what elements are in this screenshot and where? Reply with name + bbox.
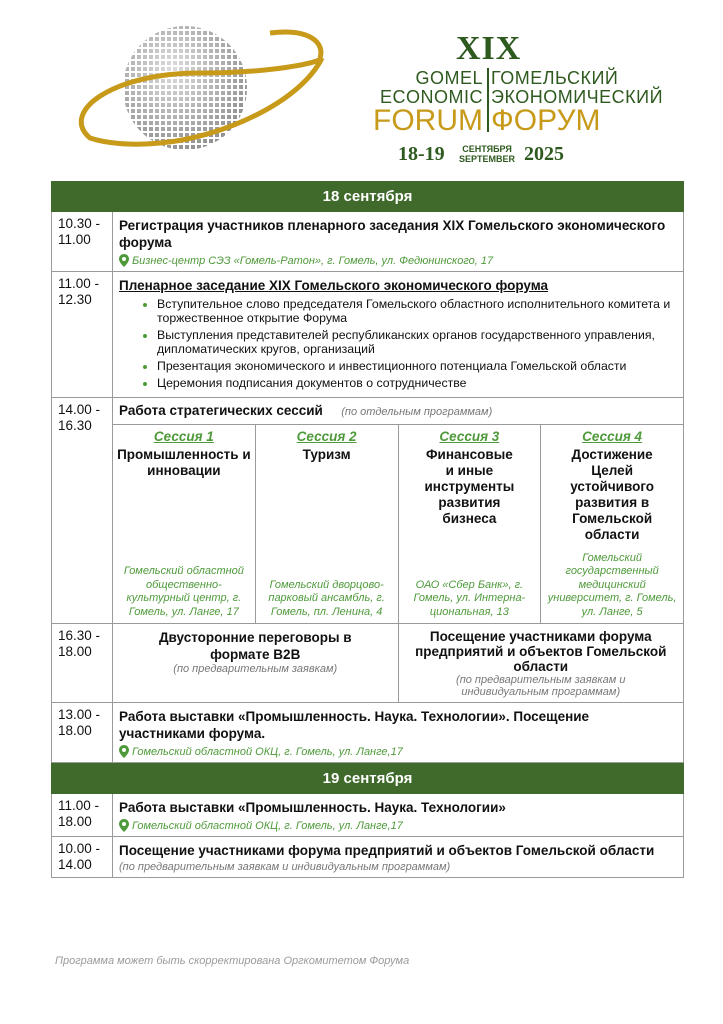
row-time: 11.00 - 12.30 [52, 272, 113, 397]
forum-year: 2025 [524, 143, 564, 165]
event-location [119, 254, 677, 267]
event-title: Работа выставки «Промышленность. Наука. Технологии». Посещение участниками форума. [119, 709, 590, 741]
session-location: Гомельский государственный медицинский университет, г. Гомель, ул. Ланге, 5 [547, 551, 677, 618]
schedule-row [51, 398, 684, 624]
forum-month [459, 144, 515, 164]
forum-number: XIX [456, 30, 522, 67]
brand-en-line1: GOMEL [415, 68, 483, 88]
brand-en-line3: FORUM [373, 104, 483, 137]
schedule-row [51, 624, 684, 703]
session-topic: Достижение Целей устойчивого развития в Гомельской области [570, 447, 655, 542]
row-content [113, 272, 683, 397]
event-note: (по отдельным программам) [341, 406, 493, 418]
event-title: Пленарное заседание XIX Гомельского экономического форума [119, 278, 549, 293]
brand-divider [487, 68, 489, 132]
session-location: Гомельский дворцово-парковый ансамбль, г. Гомель, пл. Ленина, 4 [268, 578, 385, 618]
agenda-item: • Церемония подписания документов о сотрудничестве [157, 376, 677, 390]
location-pin-icon [119, 745, 129, 758]
row-content [113, 794, 683, 836]
location-text: Гомельский областной ОКЦ, г. Гомель, ул. Ланге,17 [132, 745, 403, 758]
row-time: 10.30 - 11.00 [52, 212, 113, 271]
row-time: 13.00 - 18.00 [52, 703, 113, 762]
schedule-row [51, 794, 684, 837]
session-card [256, 425, 399, 623]
brand-ru-line2: ЭКОНОМИЧЕСКИЙ [491, 87, 664, 107]
brand-ru-line1: ГОМЕЛЬСКИЙ [491, 68, 619, 88]
b2b-block [113, 624, 399, 702]
event-location [119, 745, 677, 758]
day-header: 18 сентября [51, 181, 684, 212]
event-title: Посещение участниками форума предприятий и объектов Гомельской области [415, 629, 667, 674]
location-pin-icon [119, 254, 129, 267]
event-title: Посещение участниками форума предприятий и объектов Гомельской области [119, 843, 655, 858]
session-name: Сессия 1 [153, 429, 214, 444]
agenda-item: • Выступления представителей республиканских органов государственного управления, дипломатических кругов, организаций [157, 328, 677, 356]
session-topic: Финансовые и иные инструменты развития бизнеса [424, 447, 515, 526]
month-ru: СЕНТЯБРЯ [462, 144, 512, 154]
location-text: Гомельский областной ОКЦ, г. Гомель, ул. Ланге,17 [132, 819, 403, 832]
event-note: (по предварительным заявкам и индивидуальным программам) [456, 674, 626, 698]
sessions-grid [113, 425, 683, 623]
row-content [113, 212, 683, 271]
row-content [113, 624, 683, 702]
agenda-item: • Вступительное слово председателя Гомельского областного исполнительного комитета и торжественное открытие Форума [157, 297, 677, 325]
session-card [541, 425, 683, 623]
sessions-header [113, 398, 683, 425]
schedule-row [51, 837, 684, 878]
event-title: Работа стратегических сессий [119, 403, 323, 418]
globe-logo-icon [70, 18, 335, 163]
event-title: Двусторонние переговоры в формате B2B [158, 630, 352, 662]
day-header: 19 сентября [51, 763, 684, 794]
brand-ru-line3: ФОРУМ [491, 104, 601, 137]
row-time: 14.00 - 16.30 [52, 398, 113, 623]
session-name: Сессия 2 [296, 429, 357, 444]
event-title: Работа выставки «Промышленность. Наука. Технологии» [119, 800, 506, 815]
row-time: 16.30 - 18.00 [52, 624, 113, 702]
event-title: Регистрация участников пленарного заседания XIX Гомельского экономического форума [119, 218, 666, 250]
session-location: ОАО «Сбер Банк», г. Гомель, ул. Интерна-циональная, 13 [413, 578, 526, 618]
brand-en-line2: ECONOMIC [380, 87, 483, 107]
agenda-item: • Презентация экономического и инвестиционного потенциала Гомельской области [157, 359, 677, 373]
session-topic: Туризм [302, 447, 351, 462]
session-card [399, 425, 542, 623]
schedule-row [51, 272, 684, 398]
visits-block [399, 624, 684, 702]
session-name: Сессия 4 [582, 429, 643, 444]
location-text: Бизнес-центр СЭЗ «Гомель-Ратон», г. Гомель, ул. Федюнинского, 17 [132, 254, 494, 267]
row-content [113, 703, 683, 762]
event-note: (по предварительным заявкам) [173, 663, 338, 675]
row-time: 11.00 - 18.00 [52, 794, 113, 836]
schedule-row [51, 212, 684, 272]
month-en: SEPTEMBER [459, 154, 516, 164]
session-card [113, 425, 256, 623]
forum-dates: 18-19 [398, 143, 445, 165]
location-pin-icon [119, 819, 129, 832]
footnote: Программа может быть скорректирована Оргкомитетом Форума [55, 955, 410, 967]
row-content [113, 398, 683, 623]
schedule-row [51, 703, 684, 763]
schedule-table [51, 181, 684, 878]
session-location: Гомельский областной общественно-культурный центр, г. Гомель, ул. Ланге, 17 [123, 565, 244, 618]
event-note: (по предварительным заявкам и индивидуальным программам) [119, 861, 451, 873]
session-name: Сессия 3 [439, 429, 500, 444]
session-topic: Промышленность и инновации [117, 447, 251, 478]
row-time: 10.00 - 14.00 [52, 837, 113, 877]
forum-header [0, 0, 723, 180]
row-content [113, 837, 683, 877]
event-location [119, 819, 677, 832]
agenda-list [119, 297, 677, 390]
